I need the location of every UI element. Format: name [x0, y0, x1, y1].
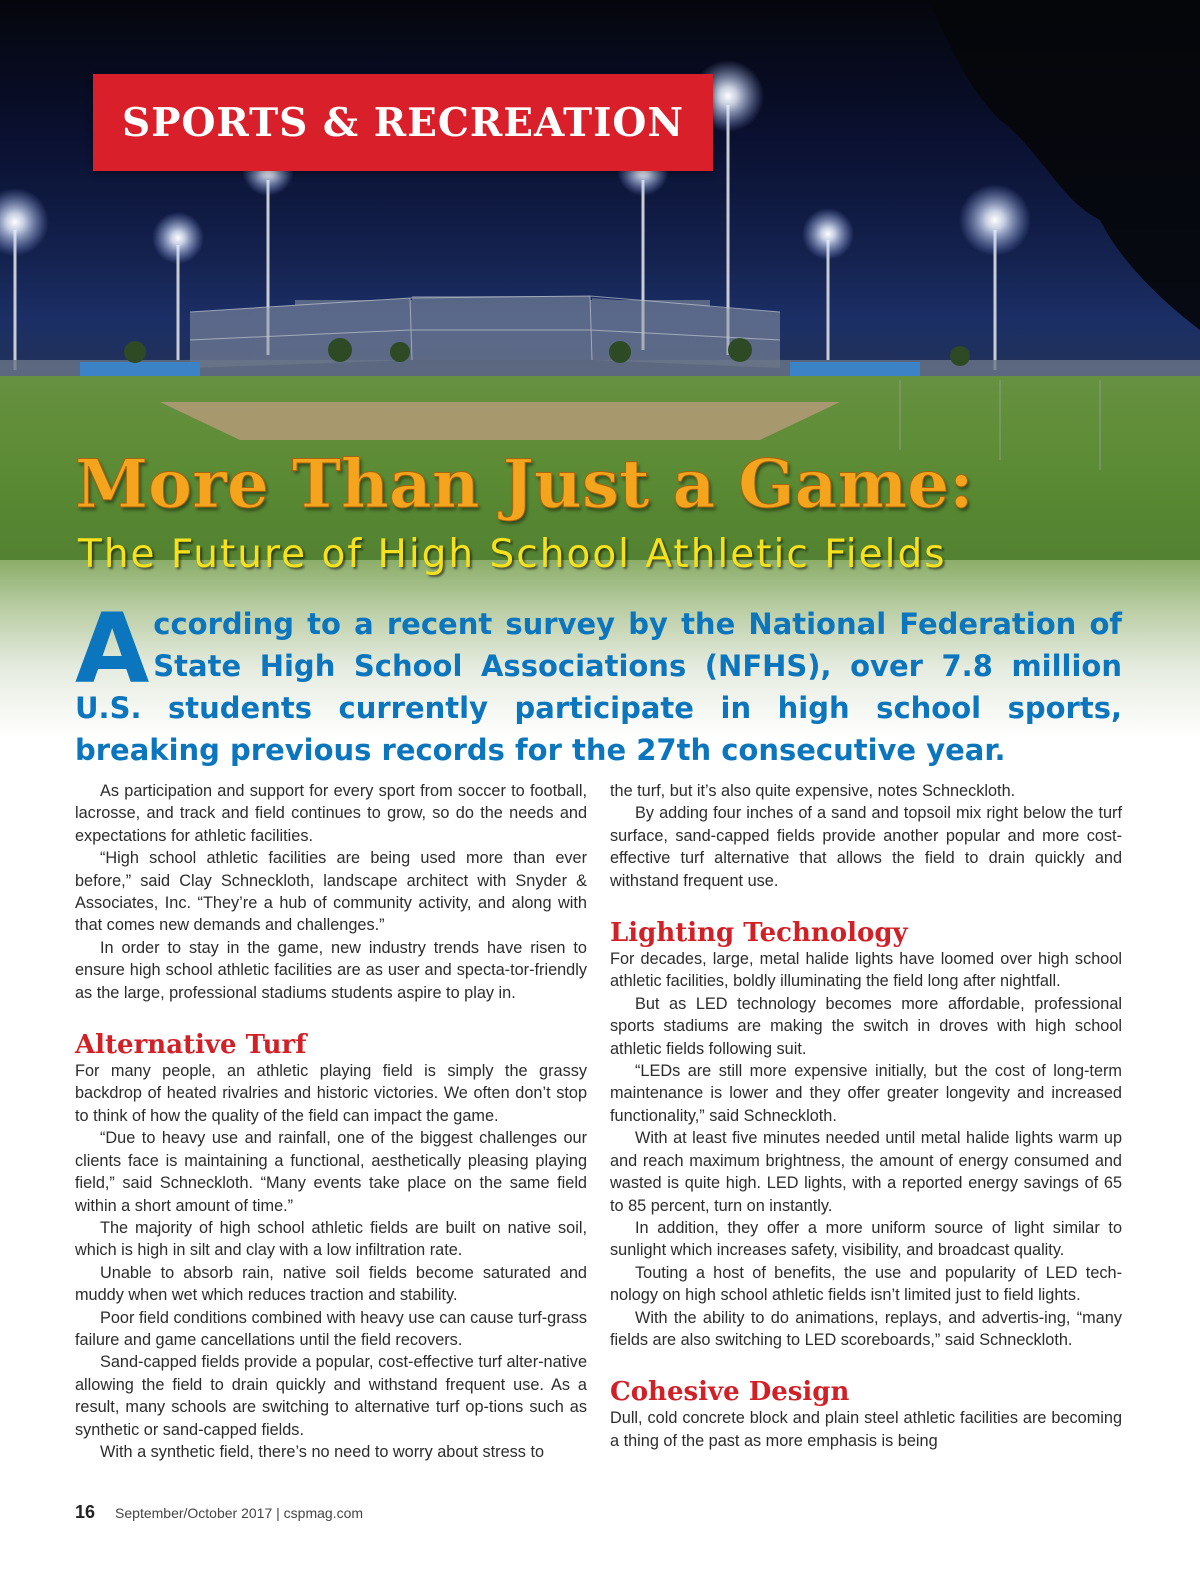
body-paragraph: For decades, large, metal halide lights have loomed over high school athletic facilities, boldly illuminating the field long after nightfall. [610, 950, 1122, 991]
body-paragraph: Poor field conditions combined with heavy use can cause turf-grass failure and game cancellations until the field recovers. [75, 1308, 587, 1349]
body-paragraph: With at least five minutes needed until metal halide lights warm up and reach maximum brightness, the amount of energy consumed and wasted is quite high. LED lights, with a reported energy savings of 65 to 85 percent, turn on instantly. [610, 1129, 1122, 1215]
heading-cohesive-design: Cohesive Design [610, 1377, 850, 1408]
body-paragraph: Unable to absorb rain, native soil fields become saturated and muddy when wet which reduces traction and stability. [75, 1263, 587, 1305]
heading-lighting-technology: Lighting Technology [610, 918, 908, 949]
body-paragraph: Dull, cold concrete block and plain steel athletic facilities are becoming a thing of the past as more emphasis is being [610, 1409, 1122, 1450]
left-column [75, 780, 587, 1463]
body-paragraph: With the ability to do animations, replays, and advertis-ing, “many fields are also switching to LED scoreboards,” said Schneckloth. [610, 1308, 1122, 1349]
body-paragraph: “High school athletic facilities are being used more than ever before,” said Clay Schneckloth, landscape architect with Snyder & Associates, Inc. “They’re a hub of community activity, and along with that comes new demands and challenges.” [75, 849, 587, 935]
drop-cap: A [75, 593, 150, 705]
section-gap [75, 1004, 587, 1030]
body-paragraph: But as LED technology becomes more affordable, professional sports stadiums are making the switch in droves with high school athletic fields following suit. [610, 994, 1122, 1058]
body-paragraph: “Due to heavy use and rainfall, one of the biggest challenges our clients face is maintaining a functional, aesthetically pleasing playing field,” said Schneckloth. “Many events take place on the same field within a short amount of time.” [75, 1129, 587, 1215]
page-number: 16 [75, 1502, 96, 1522]
article-title: More Than Just a Game: [75, 445, 974, 523]
body-paragraph: For many people, an athletic playing field is simply the grassy backdrop of heated rivalries and historic victories. We often don’t stop to think of how the quality of the field can impact the game. [75, 1062, 587, 1125]
section-gap [610, 1351, 1122, 1377]
body-paragraph: In order to stay in the game, new industry trends have risen to ensure high school athletic facilities are as user and specta-tor-friendly as the large, professional stadiums students aspire to play in. [75, 938, 587, 1002]
lead-paragraph [75, 593, 1122, 771]
article-subtitle: The Future of High School Athletic Fields [78, 532, 947, 577]
body-paragraph: By adding four inches of a sand and topsoil mix right below the turf surface, sand-capped fields provide another popular and more cost-effective turf alternative that allows the field to drain quickly and withstand frequent use. [610, 804, 1122, 890]
heading-alternative-turf: Alternative Turf [75, 1030, 307, 1061]
body-paragraph: “LEDs are still more expensive initially, but the cost of long-term maintenance is lower and they offer greater longevity and increased functionality,” said Schneckloth. [610, 1062, 1122, 1125]
page-footer [75, 1502, 363, 1526]
section-banner-label: SPORTS & RECREATION [121, 99, 685, 146]
section-banner [93, 74, 713, 171]
body-paragraph: As participation and support for every sport from soccer to football, lacrosse, and track and field continues to grow, so do the needs and expectations for athletic facilities. [75, 782, 587, 845]
body-paragraph: In addition, they offer a more uniform source of light similar to sunlight which increases safety, visibility, and broadcast quality. [610, 1218, 1122, 1260]
section-gap [610, 892, 1122, 918]
right-column [610, 780, 1122, 1452]
body-paragraph: Touting a host of benefits, the use and popularity of LED tech-nology on high school athletic fields isn’t limited just to field lights. [610, 1263, 1122, 1305]
lead-text: ccording to a recent survey by the National Federation of State High School Associations (NFHS), over 7.8 million U.S. students currently participate in high school sports, breaking previous records for the 27th consecutive year. [75, 607, 1122, 767]
body-paragraph: Sand-capped fields provide a popular, cost-effective turf alter-native allowing the field to drain quickly and withstand frequent use. As a result, many schools are switching to alternative turf op-tions such as synthetic or sand-capped fields. [75, 1353, 587, 1439]
issue-info: September/October 2017 | cspmag.com [115, 1505, 364, 1521]
body-paragraph: the turf, but it’s also quite expensive, notes Schneckloth. [610, 782, 1016, 800]
body-paragraph: The majority of high school athletic fields are built on native soil, which is high in silt and clay with a low infiltration rate. [75, 1218, 587, 1260]
body-paragraph: With a synthetic field, there’s no need to worry about stress to [100, 1442, 545, 1461]
